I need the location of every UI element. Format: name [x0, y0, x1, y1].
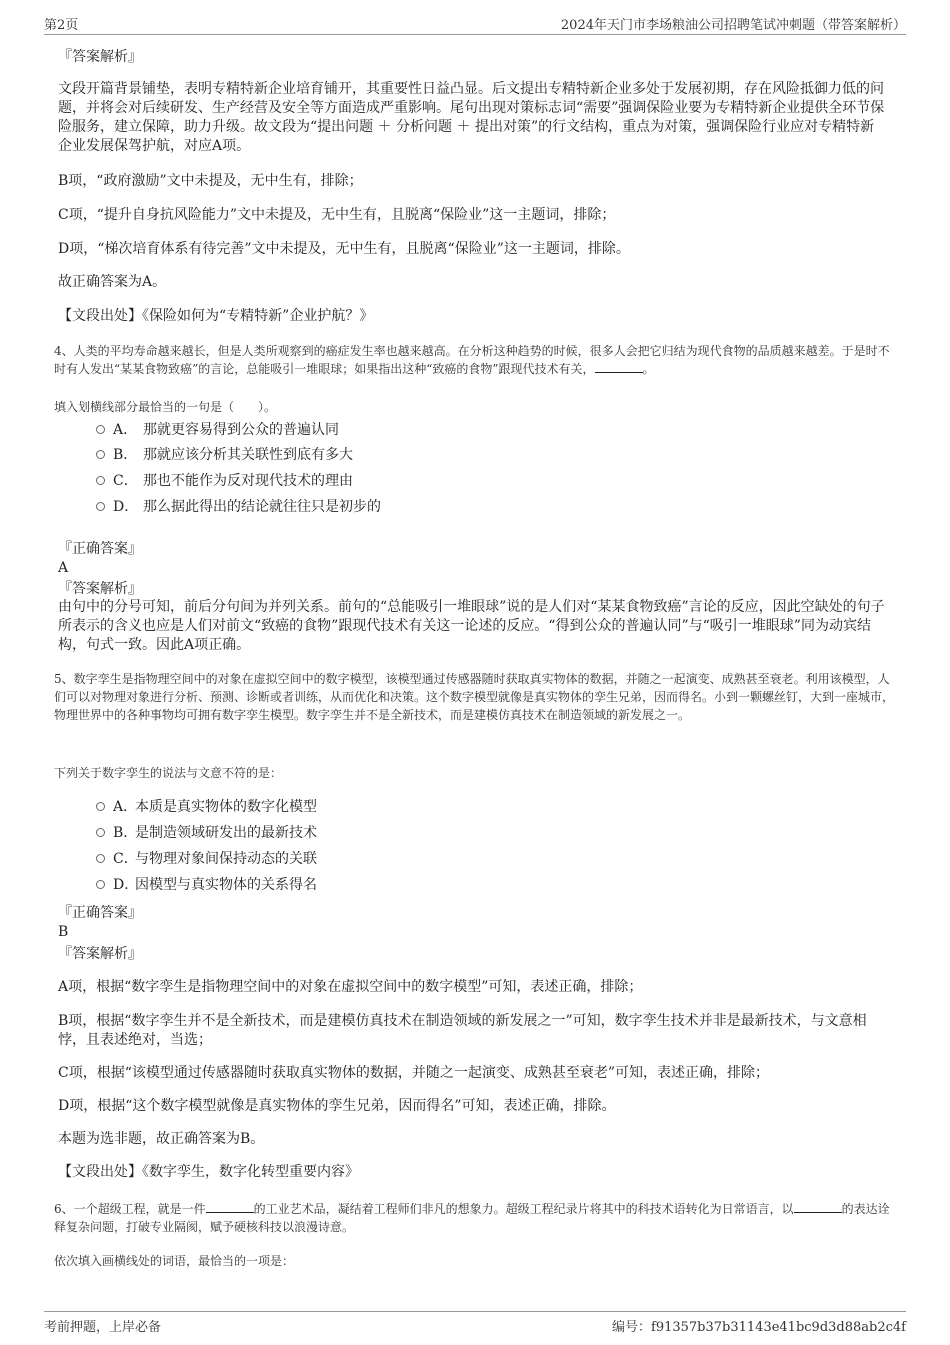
radio-icon[interactable] [96, 880, 105, 889]
q5-analysis-option-b: B项，根据“数字孪生并不是全新技术，而是建模仿真技术在制造领域的新发展之一”可知，数字孪生技术并非是最新技术，与文意相悖，且表述绝对，当选； [58, 1013, 867, 1048]
q4-option-a[interactable]: A． 那就更容易得到公众的普遍认同 [96, 421, 339, 440]
q4-answer: A [58, 560, 69, 576]
q5-answer: B [58, 924, 69, 940]
q5-prompt: 下列关于数字孪生的说法与文意不符的是： [54, 766, 283, 780]
q4-analysis-label: 『答案解析』 [58, 581, 142, 597]
page-number: 第2页 [44, 18, 79, 33]
q5-analysis-option-a: A项，根据“数字孪生是指物理空间中的对象在虚拟空间中的数字模型”可知，表述正确，排除； [58, 979, 643, 995]
q5-conclusion: 本题为选非题，故正确答案为B。 [58, 1131, 265, 1147]
q3-analysis-option-c: C项，“提升自身抗风险能力”文中未提及，无中生有，且脱离“保险业”这一主题词，排除； [58, 207, 616, 223]
q4-stem [54, 342, 894, 378]
q3-analysis-paragraph: 文段开篇背景铺垫，表明专精特新企业培育铺开，其重要性日益凸显。后文提出专精特新企业多处于发展初期，存在风险抵御力低的问题，并将会对后续研发、生产经营及安全等方面造成严重影响。尾句出现对策标志词“需要”强调保险业要为专精特新企业提供全环节保险服务，建立保障，助力升级。故文段为“提出问题 ＋ 分析问题 ＋ 提出对策”的行文结构，重点为对策，强调保险行业应对专精特新企业发展保驾护航，对应A项。 [58, 81, 885, 154]
q4-option-b[interactable]: B． 那就应该分析其关联性到底有多大 [96, 446, 353, 465]
q3-source: 【文段出处】《保险如何为“专精特新”企业护航？》 [58, 308, 374, 324]
radio-icon[interactable] [96, 802, 105, 811]
q4-option-d[interactable]: D． 那么据此得出的结论就往往只是初步的 [96, 498, 381, 517]
q6-stem-part3: 的表达诠释复杂问题，打破专业隔阂，赋予硬核科技以浪漫诗意。 [54, 1202, 890, 1234]
q6-stem-part2: 的工业艺术品，凝结着工程师们非凡的想象力。超级工程纪录片将其中的科技术语转化为日常语言，以 [253, 1202, 794, 1216]
radio-icon[interactable] [96, 828, 105, 837]
q5-answer-label: 『正确答案』 [58, 905, 142, 921]
q5-option-c[interactable]: C．与物理对象间保持动态的关联 [96, 850, 317, 869]
q5-stem: 5、数字孪生是指物理空间中的对象在虚拟空间中的数字模型，该模型通过传感器随时获取真实物体的数据，并随之一起演变、成熟甚至衰老。利用该模型，人们可以对物理对象进行分析、预测、诊断或者训练，从而优化和决策。这个数字模型就像是真实物体的孪生兄弟，因而得名。小到一颗螺丝钉，大到一座城市，物理世界中的各种事物均可拥有数字孪生模型。数字孪生并不是全新技术，而是建模仿真技术在制造领域的新发展之一。 [54, 672, 895, 722]
q5-analysis-option-c: C项，根据“该模型通过传感器随时获取真实物体的数据，并随之一起演变、成熟甚至衰老”可知，表述正确，排除； [58, 1065, 770, 1081]
q5-source: 【文段出处】《数字孪生，数字化转型重要内容》 [58, 1164, 359, 1180]
q6-blank-1 [206, 1200, 254, 1213]
q3-analysis-option-d: D项，“梯次培育体系有待完善”文中未提及，无中生有，且脱离“保险业”这一主题词，排除。 [58, 241, 630, 257]
q4-answer-blank [595, 360, 643, 373]
q6-prompt: 依次填入画横线处的词语，最恰当的一项是： [54, 1254, 295, 1268]
radio-icon[interactable] [96, 425, 105, 434]
document-id: 编号：f91357b37b31143e41bc9d3d88ab2c4f [612, 1320, 906, 1335]
q4-analysis: 由句中的分号可知，前后分句间为并列关系。前句的“总能吸引一堆眼球”说的是人们对“某某食物致癌”言论的反应，因此空缺处的句子所表示的含义也应是人们对前文“致癌的食物”跟现代技术有关这一论述的反应。“得到公众的普遍认同”与“吸引一堆眼球”同为动宾结构，句式一致。因此A项正确。 [58, 599, 885, 653]
q5-option-a[interactable]: A．本质是真实物体的数字化模型 [96, 798, 317, 817]
q4-prompt: 填入划横线部分最恰当的一句是（ ）。 [54, 400, 277, 414]
q5-option-b[interactable]: B．是制造领域研发出的最新技术 [96, 824, 317, 843]
page-header [44, 14, 906, 35]
q6-stem [54, 1200, 894, 1236]
radio-icon[interactable] [96, 450, 105, 459]
page-footer [44, 1311, 906, 1336]
q5-option-d[interactable]: D．因模型与真实物体的关系得名 [96, 876, 317, 895]
q5-analysis-option-d: D项，根据“这个数字模型就像是真实物体的孪生兄弟，因而得名”可知，表述正确，排除。 [58, 1098, 616, 1114]
q6-stem-part1: 6、一个超级工程，就是一件 [54, 1202, 206, 1216]
q4-stem-text: 4、人类的平均寿命越来越长，但是人类所观察到的癌症发生率也越来越高。在分析这种趋势的时候，很多人会把它归结为现代食物的品质越来越差。于是时不时有人发出“某某食物致癌”的言论，总能吸引一堆眼球；如果指出这种“致癌的食物”跟现代技术有关， [54, 344, 890, 376]
radio-icon[interactable] [96, 502, 105, 511]
q4-answer-label: 『正确答案』 [58, 541, 142, 557]
q6-blank-2 [794, 1200, 842, 1213]
q5-analysis-label: 『答案解析』 [58, 946, 142, 962]
q4-option-c[interactable]: C． 那也不能作为反对现代技术的理由 [96, 472, 353, 491]
document-title: 2024年天门市李场粮油公司招聘笔试冲刺题（带答案解析） [560, 18, 906, 33]
radio-icon[interactable] [96, 476, 105, 485]
radio-icon[interactable] [96, 854, 105, 863]
q3-analysis-option-b: B项，“政府激励”文中未提及，无中生有，排除； [58, 173, 363, 189]
q3-analysis-label: 『答案解析』 [58, 49, 142, 65]
footer-slogan: 考前押题，上岸必备 [44, 1320, 162, 1335]
q4-stem-end: 。 [642, 362, 655, 376]
q3-conclusion: 故正确答案为A。 [58, 274, 167, 290]
